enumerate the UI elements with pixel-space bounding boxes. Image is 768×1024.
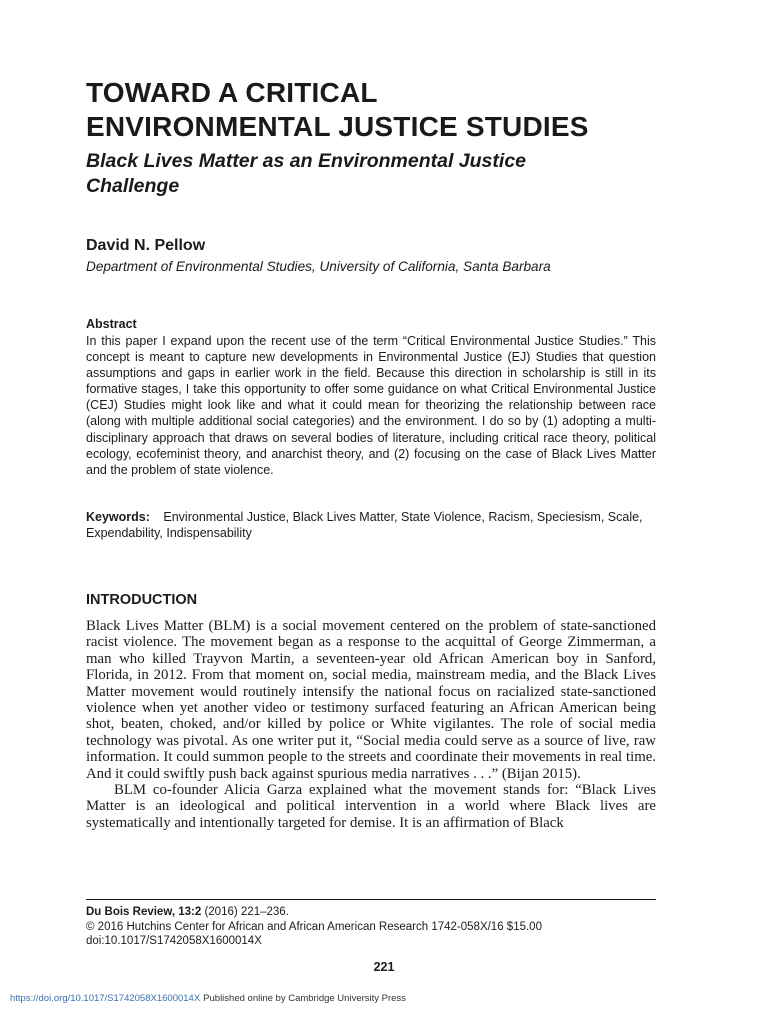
subtitle-line-1: Black Lives Matter as an Environmental Justice [86,150,527,172]
intro-paragraph-1: Black Lives Matter (BLM) is a social movement centered on the problem of state-sanctioned racist violence. The movement began as a response to the acquittal of George Zimmerman, a man who killed Trayvon Martin, a seventeen-year old African American boy in Sanford, Florida, in 2012. From that moment on, social media, mainstream media, and the Black Lives Matter movement would routinely intensify the national focus on racialized state-sanctioned violence when yet another video or testimony surfaced featuring an African American being shot, beaten, choked, and/or killed by police or White vigilantes. The role of social media technology was pivotal. As one writer put it, “Social media could serve as a source of live, raw information. It could summon people to the streets and coordinate their movements in real time. And it could swiftly push back against spurious media narratives . . .” (Bijan 2015). [86,618,656,782]
keywords-text: Environmental Justice, Black Lives Matter, State Violence, Racism, Speciesism, Scale, Expendability, Indispensability [86,510,643,541]
publication-bar [10,993,406,1005]
keywords-label: Keywords: [86,510,150,524]
footer-divider [86,899,656,900]
title-line-2: ENVIRONMENTAL JUSTICE STUDIES [86,111,589,142]
author-affiliation: Department of Environmental Studies, University of California, Santa Barbara [86,259,551,274]
author-name: David N. Pellow [86,237,206,254]
title-line-1: TOWARD A CRITICAL [86,77,378,108]
journal-name: Du Bois Review, 13:2 [86,906,202,918]
doi-line: doi:10.1017/S1742058X1600014X [86,935,262,948]
abstract-text: In this paper I expand upon the recent use of the term “Critical Environmental Justice Studies.” This concept is meant to capture new developments in Environmental Justice (EJ) Studies that question assumptions and gaps in earlier work in the field. Because this direction in scholarship is still in its formative stages, I take this opportunity to offer some guidance on what Critical Environmental Justice (CEJ) Studies might look like and what it could mean for theorizing the relationship between race (along with multiple additional social categories) and the environment. I do so by (1) adopting a multi-disciplinary approach that draws on several bodies of literature, including critical race theory, political ecology, ecofeminist theory, and anarchist theory, and (2) focusing on the case of Black Lives Matter and the problem of state violence. [86,334,656,477]
copyright-line: © 2016 Hutchins Center for African and African American Research 1742-058X/16 $15.00 [86,920,542,933]
journal-citation [86,905,656,920]
intro-paragraph-2: BLM co-founder Alicia Garza explained what the movement stands for: “Black Lives Matter is an ideological and political intervention in a world where Black lives are systematically and intentionally targeted for demise. It is an affirmation of Black [86,782,656,831]
introduction-heading: INTRODUCTION [86,592,198,608]
abstract-heading: Abstract [86,317,137,331]
introduction-body [86,618,656,831]
keywords [86,509,656,541]
article-subtitle [86,149,686,199]
journal-issue-pages: (2016) 221–236. [201,906,289,918]
subtitle-line-2: Challenge [86,175,180,197]
page-number: 221 [373,960,395,974]
article-title [86,76,686,144]
published-online-text: Published online by Cambridge University Press [203,993,406,1004]
doi-link[interactable]: https://doi.org/10.1017/S1742058X1600014X [10,993,201,1004]
citation-footer [86,905,656,949]
